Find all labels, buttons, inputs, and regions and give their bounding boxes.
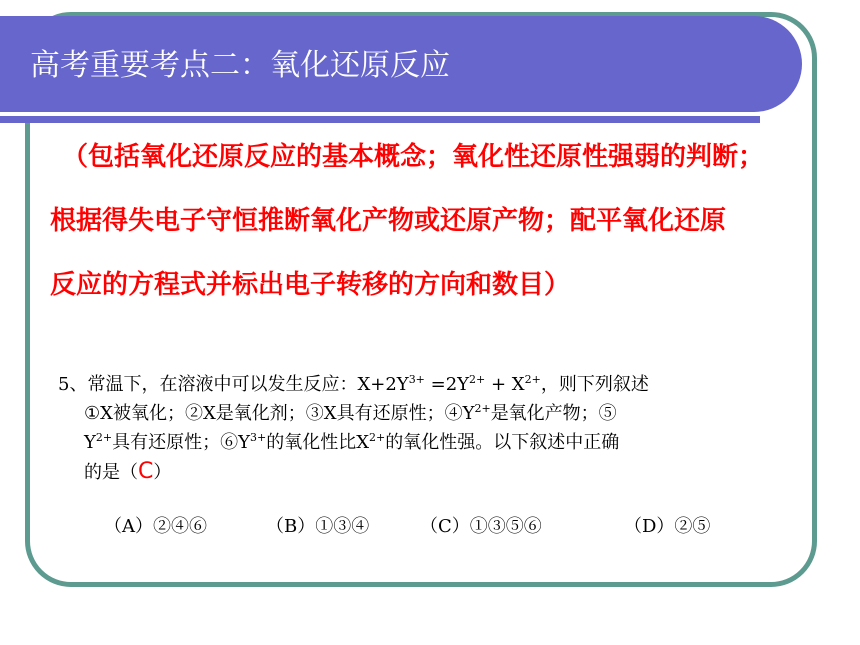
scope-line-3: 反应的方程式并标出电子转移的方向和数目） (50, 270, 571, 300)
scope-line-2: 根据得失电子守恒推断氧化产物或还原产物；配平氧化还原 (50, 206, 727, 236)
question-line-2: ①X被氧化；②X是氧化剂；③X具有还原性；$④Y^{2+}$是氧化产物；⑤ (84, 402, 617, 424)
option-b: （B）①③④ (266, 516, 370, 537)
question-5 (58, 370, 788, 487)
question-line-1: 5、常温下，在溶液中可以发生反应：$X+2Y^{3+} =2Y^{2+} + X^{2+}$，则下列叙述 (58, 373, 649, 395)
option-a: （A）②④⑥ (104, 516, 207, 537)
question-line-3: $Y^{2+}$具有还原性；$⑥Y^{3+}$的氧化性比$X^{2+}$的氧化性强。以下叙述中正确 (84, 431, 620, 453)
topic-scope (50, 140, 810, 332)
answer-mark: C (138, 459, 154, 484)
question-line-4: 的是（C） (84, 459, 172, 484)
title-bar-underline (0, 116, 760, 123)
scope-line-1: （包括氧化还原反应的基本概念；氧化性还原性强弱的判断； (62, 142, 765, 172)
answer-options (104, 512, 804, 538)
option-d: （D）②⑤ (624, 516, 711, 537)
option-c: （C）①③⑤⑥ (420, 516, 542, 537)
slide-title: 高考重要考点二：氧化还原反应 (30, 48, 450, 83)
